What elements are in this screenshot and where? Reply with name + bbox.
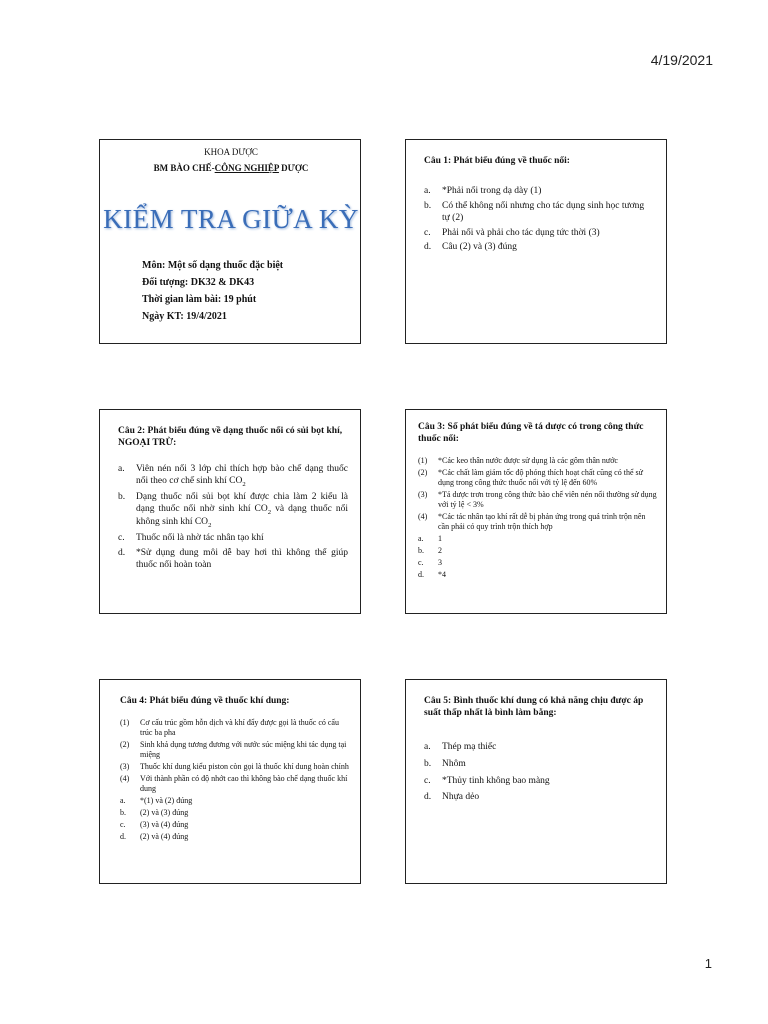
exam-date: Ngày KT: 19/4/2021 (142, 311, 227, 322)
option-b: b. Dạng thuốc nổi sủi bọt khí được chia làm 2 kiểu là dạng thuốc nổi nhờ sinh khí $CO_2$ và dạng thuốc nổi không sinh khí $CO_2$ (118, 491, 348, 529)
option-c: c. *Thủy tinh không bao màng (424, 775, 550, 786)
slide-question-5 (405, 679, 667, 884)
option-a: a. Viên nén nổi 3 lớp chỉ thích hợp bào chế dạng thuốc nổi theo cơ chế sinh khí $CO_2$ (118, 463, 348, 488)
statement-1: (1) Cơ cấu trúc gồm hỗn dịch và khí đẩy được gọi là thuốc có cấu trúc ba pha (120, 717, 339, 737)
option-b: b. Nhôm (424, 758, 466, 769)
question-4 (120, 696, 350, 844)
exam-duration: Thời gian làm bài: 19 phút (142, 294, 257, 305)
option-d: d. (2) và (4) đúng (120, 831, 189, 841)
statement-3: (3) Thuốc khí dung kiểu piston còn gọi là thuốc khí dung hoàn chỉnh (120, 761, 349, 771)
option-d: d. Nhựa dẻo (424, 792, 480, 803)
option-a: a. *Phải nổi trong dạ dày (1) (424, 185, 542, 196)
exam-audience: Đối tượng: DK32 & DK43 (142, 277, 255, 288)
statement-1: (1) *Các keo thân nước được sử dụng là các gôm thân nước (418, 455, 618, 465)
option-a: a. *(1) và (2) đúng (120, 795, 193, 805)
slide-question-1 (405, 139, 667, 344)
exam-info (142, 260, 283, 328)
slide-title (99, 139, 361, 344)
question-5 (424, 696, 654, 809)
slide-question-2 (99, 409, 361, 614)
page-number: 1 (704, 956, 712, 971)
option-d: d. *Sử dụng dung môi dễ bay hơi thì không thể giúp thuốc nổi hoàn toàn (118, 547, 348, 570)
option-c: c. Thuốc nổi là nhờ tác nhân tạo khí (118, 533, 264, 544)
option-a: a. 1 (418, 533, 442, 543)
question-2 (118, 426, 348, 575)
exam-title: KIỂM TRA GIỮA KỲ (103, 204, 359, 234)
statement-4: (4) Với thành phần có độ nhớt cao thì không bào chế dạng thuốc khí dung (120, 773, 348, 793)
question-title: Câu 1: Phát biểu đúng về thuốc nổi: (424, 156, 570, 166)
question-title: Câu 3: Số phát biểu đúng về tá dược có trong công thức thuốc nổi: (418, 422, 644, 444)
faculty-name: KHOA DƯỢC (204, 147, 258, 157)
slide-question-4 (99, 679, 361, 884)
option-c: c. (3) và (4) đúng (120, 819, 189, 829)
option-a: a. Thép mạ thiếc (424, 741, 497, 752)
option-d: d. Câu (2) và (3) đúng (424, 242, 517, 253)
option-d: d. *4 (418, 569, 446, 579)
option-b: b. (2) và (3) đúng (120, 807, 189, 817)
option-c: c. Phải nổi và phải cho tác dụng tức thời (3) (424, 227, 600, 238)
option-c: c. 3 (418, 557, 442, 567)
print-date: 4/19/2021 (650, 52, 713, 68)
question-title: Câu 2: Phát biểu đúng về dạng thuốc nổi có sủi bọt khí, NGOẠI TRỪ: (118, 426, 343, 448)
question-title: Câu 5: Bình thuốc khí dung có khả năng chịu được áp suất thấp nhất là bình làm bằng: (424, 696, 644, 718)
option-b: b. 2 (418, 545, 442, 555)
question-3 (418, 422, 658, 582)
statement-2: (2) *Các chất làm giảm tốc độ phóng thích hoạt chất cũng có thể sử dụng trong công thức thuốc nổi với tỷ lệ đến 60% (418, 467, 643, 487)
question-title: Câu 4: Phát biểu đúng về thuốc khí dung: (120, 696, 290, 706)
statement-3: (3) *Tá dược trơn trong công thức bào chế viên nén nổi thường sử dụng với tỷ lệ < 3% (418, 489, 657, 509)
option-b: b. Có thể không nổi nhưng cho tác dụng sinh học tương tự (2) (424, 200, 645, 223)
statement-4: (4) *Các tác nhân tạo khí rất dễ bị phản ứng trong quá trình trộn nên cần phải có quy trình trộn thích hợp (418, 511, 646, 531)
question-1 (424, 156, 654, 257)
exam-subject: Môn: Một số dạng thuốc đặc biệt (142, 260, 284, 271)
statement-2: (2) Sinh khả dụng tương đương với nước súc miệng khi tác dụng tại miệng (120, 739, 347, 759)
slide-question-3 (405, 409, 667, 614)
department-name: BM BÀO CHẾ-CÔNG NGHIỆP DƯỢC (153, 163, 309, 173)
